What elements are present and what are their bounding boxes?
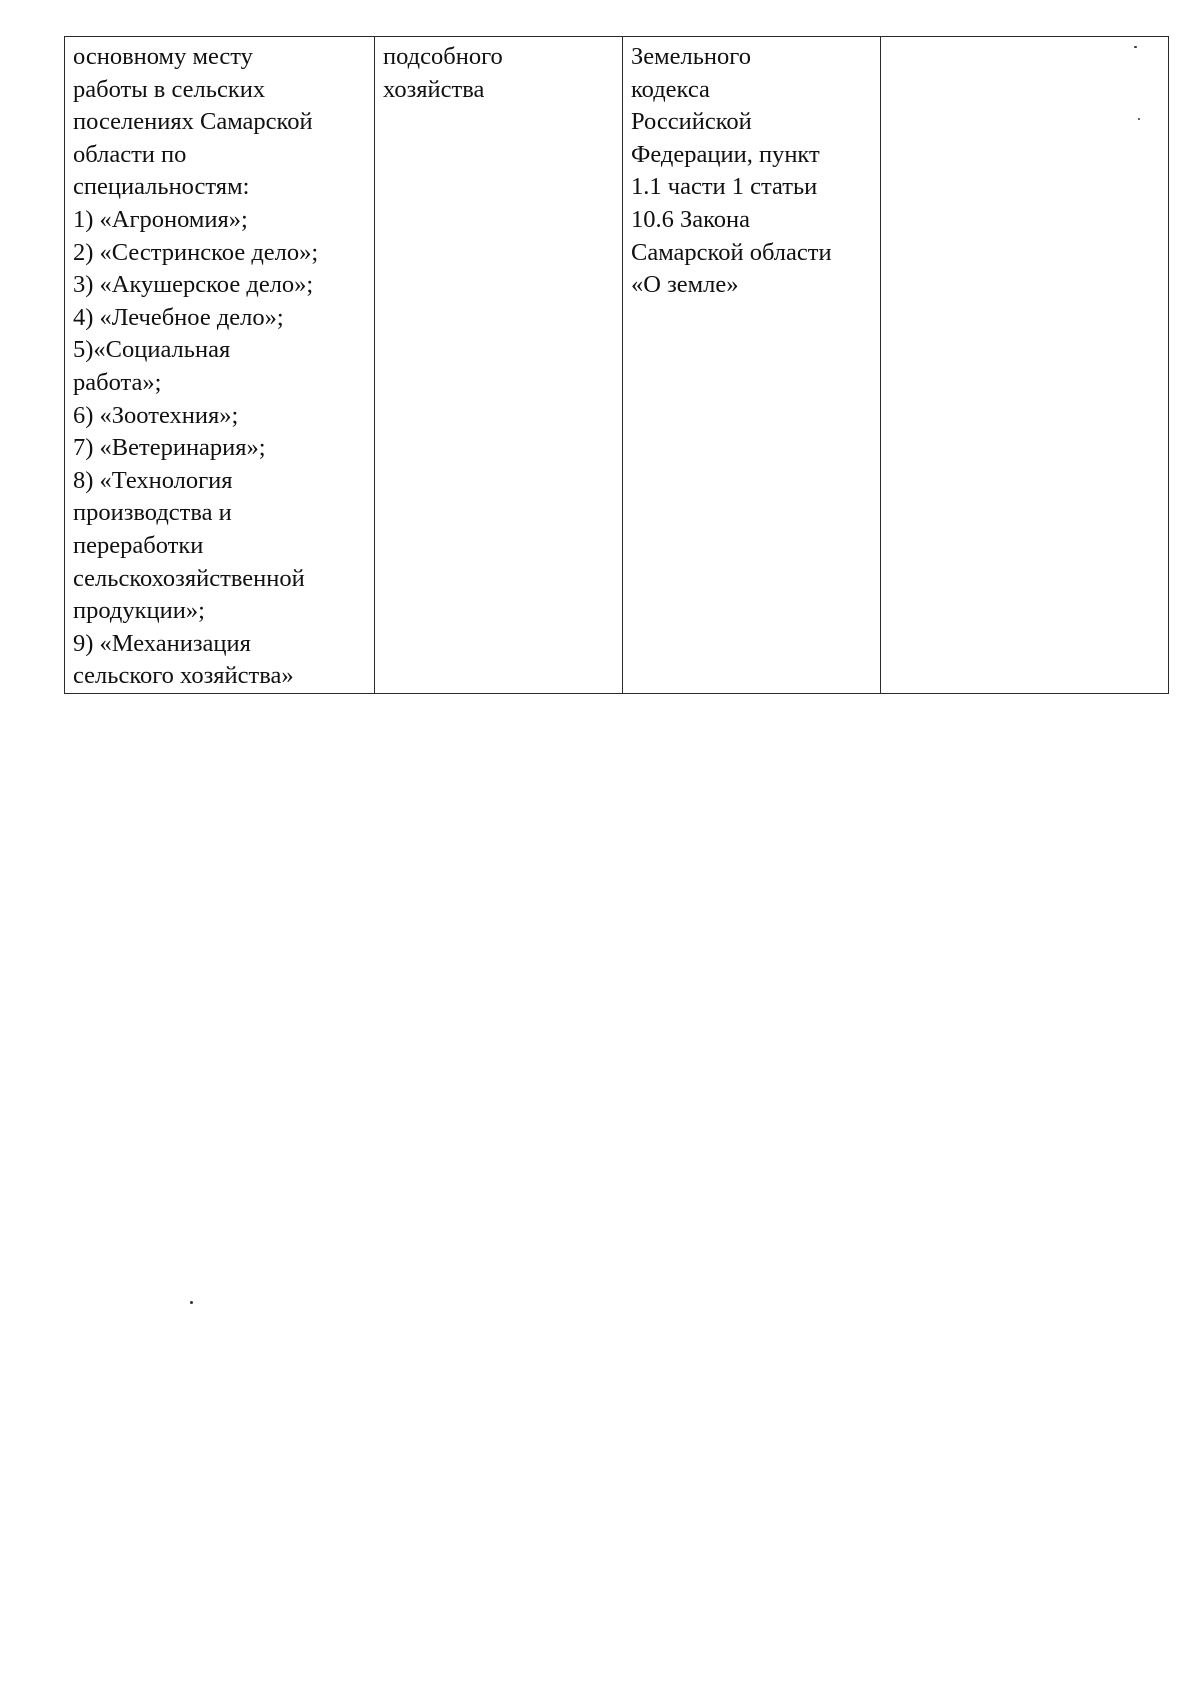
scan-speck [1134, 46, 1137, 48]
cell-text-line: основному месту [73, 43, 253, 70]
cell-text-line: специальностям: [73, 173, 250, 201]
list-item: 6) «Зоотехния»; [73, 401, 239, 429]
cell-text-line: Российской [631, 108, 752, 136]
cell-text-line: хозяйства [383, 75, 485, 103]
table-cell-empty [881, 37, 1169, 694]
document-table [64, 36, 1169, 694]
cell-text-line: 1.1 части 1 статьи [631, 173, 818, 201]
list-item: 8) «Технология [73, 466, 233, 494]
cell-text-line: Земельного [631, 43, 751, 70]
list-item: 2) «Сестринское дело»; [73, 238, 319, 266]
cell-text-line: работы в сельских [73, 75, 266, 103]
list-item: продукции»; [73, 597, 205, 625]
cell-text-line: «О земле» [631, 271, 739, 299]
list-item: сельского хозяйства» [73, 662, 294, 690]
cell-text-line: поселениях Самарской [73, 108, 313, 136]
list-item: 7) «Ветеринария»; [73, 434, 266, 462]
table-cell-household [375, 37, 623, 694]
list-item: производства и [73, 499, 232, 527]
cell-text-line: Самарской области [631, 238, 832, 266]
list-item: сельскохозяйственной [73, 564, 305, 592]
list-item: 9) «Механизация [73, 629, 251, 657]
scan-speck [190, 1301, 193, 1304]
list-item: 1) «Агрономия»; [73, 205, 248, 233]
cell-text-line: области по [73, 140, 187, 168]
list-item: работа»; [73, 368, 162, 396]
cell-text-line: Федерации, пункт [631, 140, 820, 168]
cell-text-line: подсобного [383, 43, 503, 70]
cell-text-line: 10.6 Закона [631, 205, 751, 233]
table-cell-legal-basis [623, 37, 881, 694]
list-item: 4) «Лечебное дело»; [73, 303, 284, 331]
scan-speck [1138, 118, 1140, 120]
list-item: переработки [73, 531, 204, 559]
table-row [65, 37, 1169, 694]
cell-text-line: кодекса [631, 75, 710, 103]
table-cell-specialties [65, 37, 375, 694]
list-item: 3) «Акушерское дело»; [73, 271, 314, 299]
list-item: 5)«Социальная [73, 336, 231, 364]
